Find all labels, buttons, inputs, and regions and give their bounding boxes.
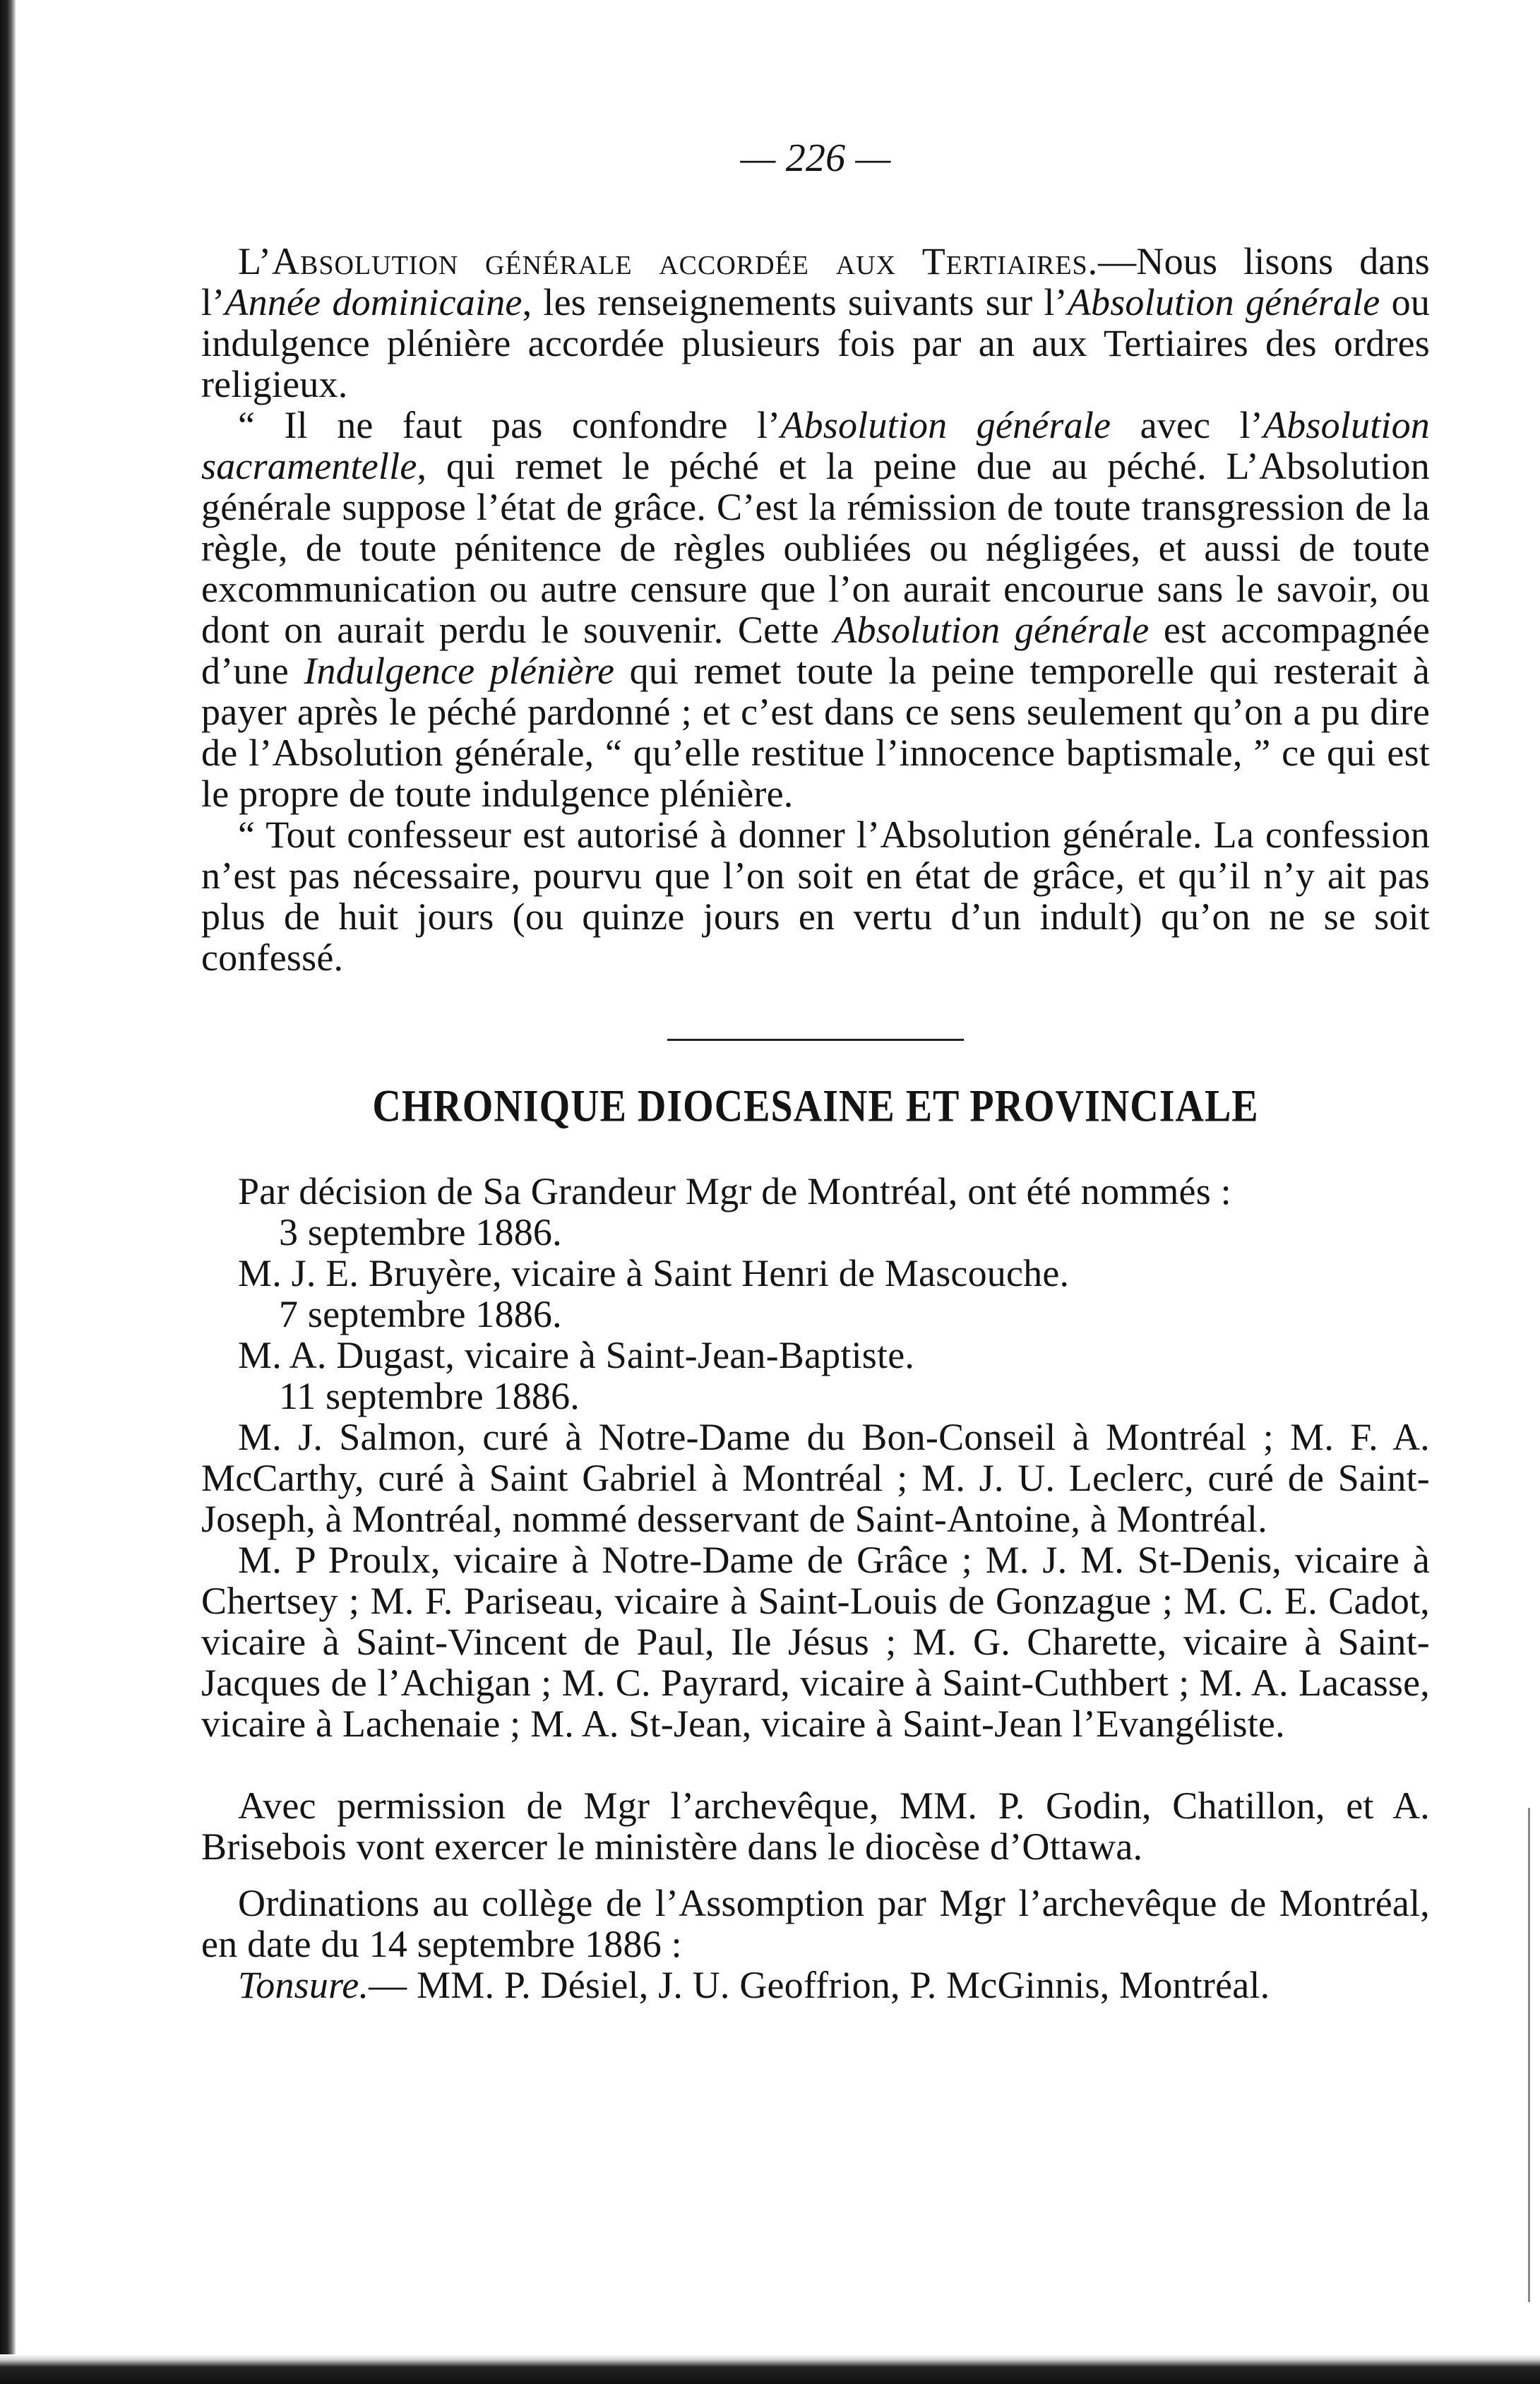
spacer	[201, 1744, 1430, 1785]
date-line: 3 septembre 1886.	[279, 1211, 562, 1253]
date-line: 7 septembre 1886.	[279, 1293, 562, 1335]
section-title: CHRONIQUE DIOCESAINE ET PROVINCIALE	[372, 1081, 1259, 1132]
appointment-entry: M. A. Dugast, vicaire à Saint-Jean-Baptiste.	[238, 1334, 915, 1376]
scan-bottom-edge	[0, 2354, 1540, 2384]
spacer	[201, 1867, 1430, 1883]
section-divider	[667, 1039, 964, 1041]
tonsure-label: Tonsure.	[238, 1964, 369, 2006]
article-heading: L’Absolution générale accordée aux Tertiaires.	[238, 240, 1099, 282]
ordinations-paragraph: Ordinations au collège de l’Assomption par Mgr l’archevêque de Montréal, en date du 14 septembre 1886 :	[201, 1882, 1430, 1965]
tonsure-line: Tonsure.— MM. P. Désiel, J. U. Geoffrion, P. McGinnis, Montréal.	[238, 1964, 1270, 2006]
article-paragraph-1: L’Absolution générale accordée aux Tertiaires.—Nous lisons dans l’Année dominicaine, les renseignements suivants sur l’Absolution générale ou indulgence plénière accordée plusieurs fois par an aux Tertiaires des ordres religieux.	[201, 240, 1431, 405]
permission-paragraph: Avec permission de Mgr l’archevêque, MM. P. Godin, Chatillon, et A. Brisebois vont exercer le ministère dans le diocèse d’Ottawa.	[201, 1784, 1430, 1868]
appointment-entry: M. J. Salmon, curé à Notre-Dame du Bon-Conseil à Montréal ; M. F. A. McCarthy, curé à Saint Gabriel à Montréal ; M. J. U. Leclerc, curé de Saint-Joseph, à Montréal, nommé desservant de Saint-Antoine, à Montréal.	[201, 1416, 1430, 1540]
page-number: — 226 —	[740, 136, 891, 180]
article-paragraph-3: “ Tout confesseur est autorisé à donner l’Absolution générale. La confession n’est pas nécessaire, pourvu que l’on soit en état de grâce, et qu’il n’y ait pas plus de huit jours (ou quinze jours en vertu d’un indult) qu’on ne se soit confessé.	[201, 813, 1430, 979]
article-paragraph-2: “ Il ne faut pas confondre l’Absolution générale avec l’Absolution sacramentelle, qui remet le péché et la peine due au péché. L’Absolution générale suppose l’état de grâce. C’est la rémission de toute transgression de la règle, de toute pénitence de règles oubliées ou négligées, et aussi de toute excommunication ou autre censure que l’on aurait encourue sans le savoir, ou dont on aurait perdu le souvenir. Cette Absolution générale est accompagnée d’une Indulgence plénière qui remet toute la peine temporelle qui resterait à payer après le péché pardonné ; et c’est dans ce sens seulement qu’on a pu dire de l’Absolution générale, “ qu’elle restitue l’innocence baptismale, ” ce qui est le propre de toute indulgence plénière.	[201, 404, 1431, 815]
page-content	[201, 138, 1430, 2005]
appointment-entry: M. J. E. Bruyère, vicaire à Saint Henri de Mascouche.	[238, 1252, 1070, 1294]
scan-left-edge	[0, 0, 16, 2384]
date-line: 11 septembre 1886.	[279, 1375, 580, 1417]
appointment-entry: M. P Proulx, vicaire à Notre-Dame de Grâce ; M. J. M. St-Denis, vicaire à Chertsey ; M. F. Pariseau, vicaire à Saint-Louis de Gonzague ; M. C. E. Cadot, vicaire à Saint-Vincent de Paul, Ile Jésus ; M. G. Charette, vicaire à Saint-Jacques de l’Achigan ; M. C. Payrard, vicaire à Saint-Cuthbert ; M. A. Lacasse, vicaire à Lachenaie ; M. A. St-Jean, vicaire à Saint-Jean l’Evangéliste.	[201, 1539, 1430, 1745]
chronique-intro: Par décision de Sa Grandeur Mgr de Montréal, ont été nommés :	[238, 1170, 1231, 1212]
scan-right-mark	[1528, 1808, 1530, 2302]
